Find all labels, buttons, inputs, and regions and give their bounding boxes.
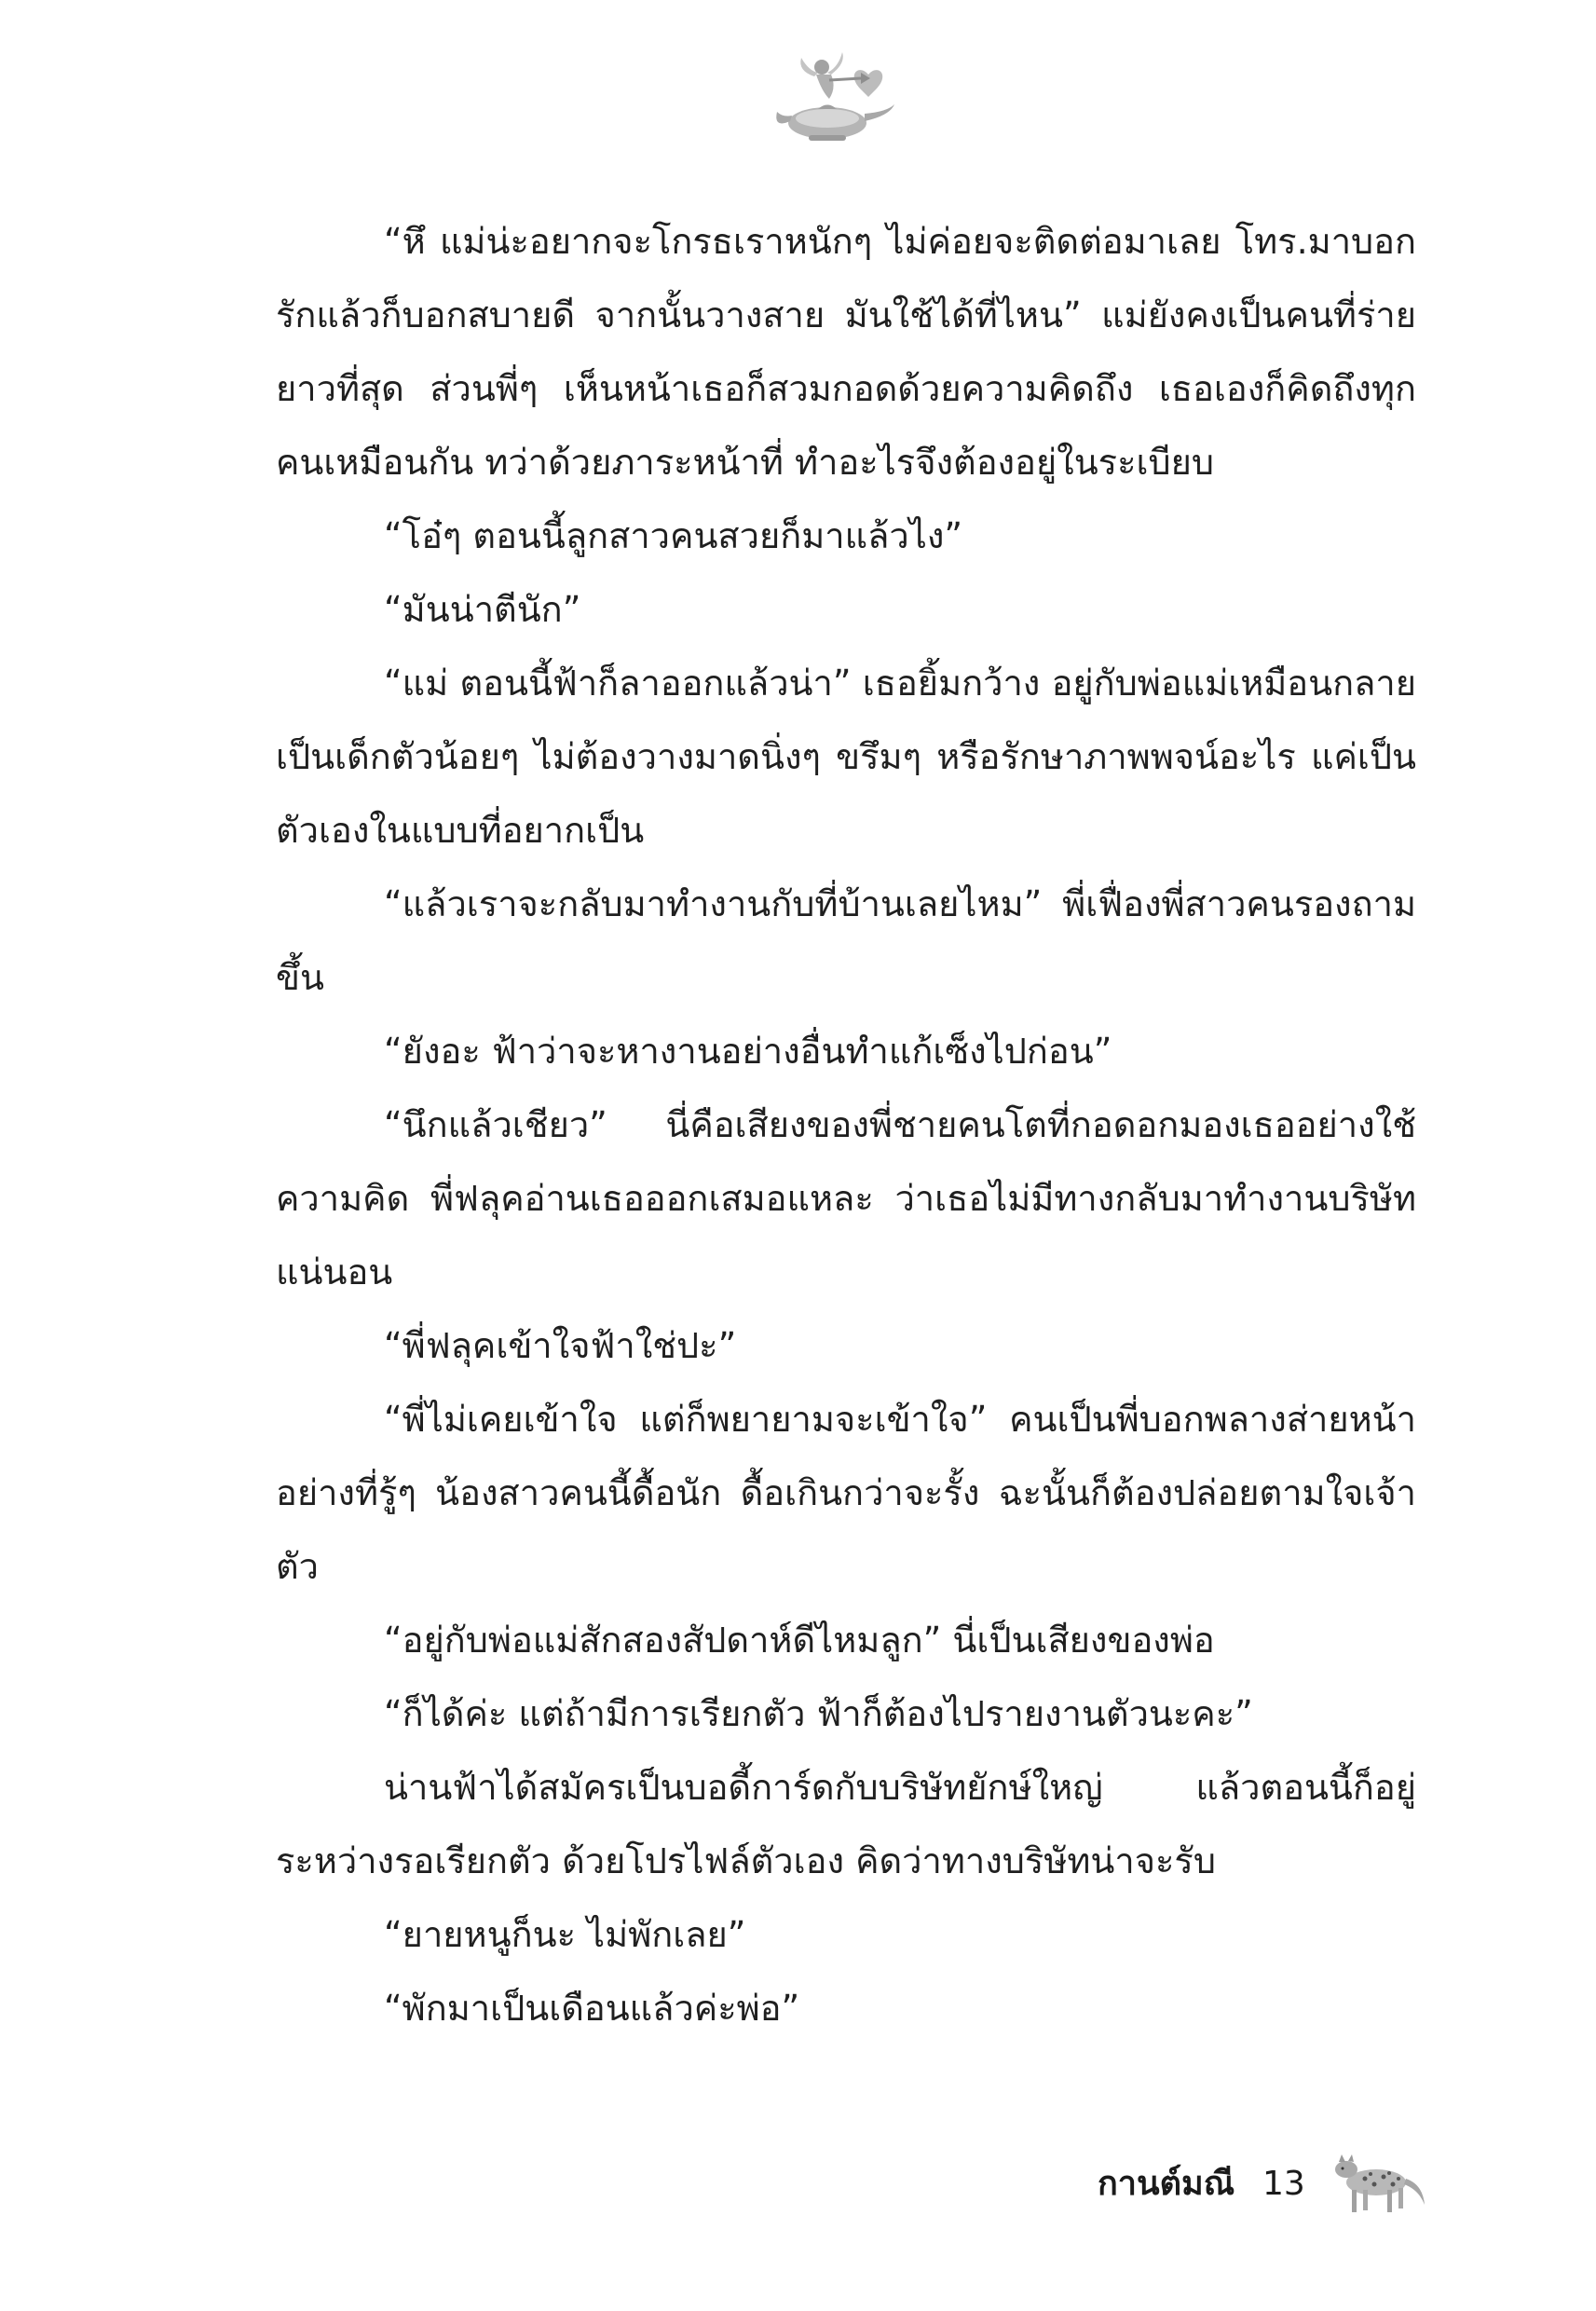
cupid-teapot-ornament-icon <box>764 47 904 149</box>
paragraph: “พี่ฟลุคเข้าใจฟ้าใช่ปะ” <box>384 1325 737 1366</box>
paragraph: “ก็ได้ค่ะ แต่ถ้ามีการเรียกตัว ฟ้าก็ต้องไปรายงานตัวนะคะ” <box>384 1693 1253 1734</box>
paragraph: “โอ๋ๆ ตอนนี้ลูกสาวคนสวยก็มาแล้วไง” <box>384 515 963 556</box>
cheetah-icon <box>1328 2143 1430 2218</box>
body-text <box>276 205 1416 2045</box>
page-number: 13 <box>1262 2165 1305 2203</box>
paragraph: “พี่ไม่เคยเข้าใจ แต่ก็พยายามจะเข้าใจ” คนเป็นพี่บอกพลางส่ายหน้า อย่างที่รู้ๆ น้องสาวคนนี้ดื้อนัก ดื้อเกินกว่าจะรั้ง ฉะนั้นก็ต้องปล่อยตามใจเจ้าตัว <box>276 1399 1416 1587</box>
paragraph: “หึ แม่น่ะอยากจะโกรธเราหนักๆ ไม่ค่อยจะติดต่อมาเลย โทร.มาบอกรักแล้วก็บอกสบายดี จากนั้นวางสาย มันใช้ได้ที่ไหน” แม่ยังคงเป็นคนที่ร่ายยาวที่สุด ส่วนพี่ๆ เห็นหน้าเธอก็สวมกอดด้วยความคิดถึง เธอเองก็คิดถึงทุกคนเหมือนกัน ทว่าด้วยภาระหน้าที่ ทำอะไรจึงต้องอยู่ในระเบียบ <box>276 221 1416 483</box>
footer-title: กานต์มณี <box>1098 2165 1235 2203</box>
paragraph: “มันน่าตีนัก” <box>384 589 581 630</box>
paragraph: “นึกแล้วเชียว” นี่คือเสียงของพี่ชายคนโตที่กอดอกมองเธออย่างใช้ความคิด พี่ฟลุคอ่านเธอออกเสมอแหละ ว่าเธอไม่มีทางกลับมาทำงานบริษัทแน่นอน <box>276 1104 1416 1292</box>
paragraph: “แม่ ตอนนี้ฟ้าก็ลาออกแล้วน่า” เธอยิ้มกว้าง อยู่กับพ่อแม่เหมือนกลายเป็นเด็กตัวน้อยๆ ไม่ต้องวางมาดนิ่งๆ ขรึมๆ หรือรักษาภาพพจน์อะไร แค่เป็นตัวเองในแบบที่อยากเป็น <box>276 663 1416 851</box>
paragraph: “ยังอะ ฟ้าว่าจะหางานอย่างอื่นทำแก้เซ็งไปก่อน” <box>384 1031 1112 1072</box>
paragraph: “แล้วเราจะกลับมาทำงานกับที่บ้านเลยไหม” พี่เฟื่องพี่สาวคนรองถามขึ้น <box>276 883 1416 998</box>
page-footer <box>1044 2143 1435 2227</box>
paragraph: “ยายหนูก็นะ ไม่พักเลย” <box>384 1914 746 1955</box>
paragraph: “พักมาเป็นเดือนแล้วค่ะพ่อ” <box>384 1988 800 2029</box>
paragraph: “อยู่กับพ่อแม่สักสองสัปดาห์ดีไหมลูก” นี่เป็นเสียงของพ่อ <box>384 1620 1215 1661</box>
paragraph: น่านฟ้าได้สมัครเป็นบอดี้การ์ดกับบริษัทยักษ์ใหญ่ แล้วตอนนี้ก็อยู่ระหว่างรอเรียกตัว ด้วยโปรไฟล์ตัวเอง คิดว่าทางบริษัทน่าจะรับ <box>276 1767 1416 1881</box>
